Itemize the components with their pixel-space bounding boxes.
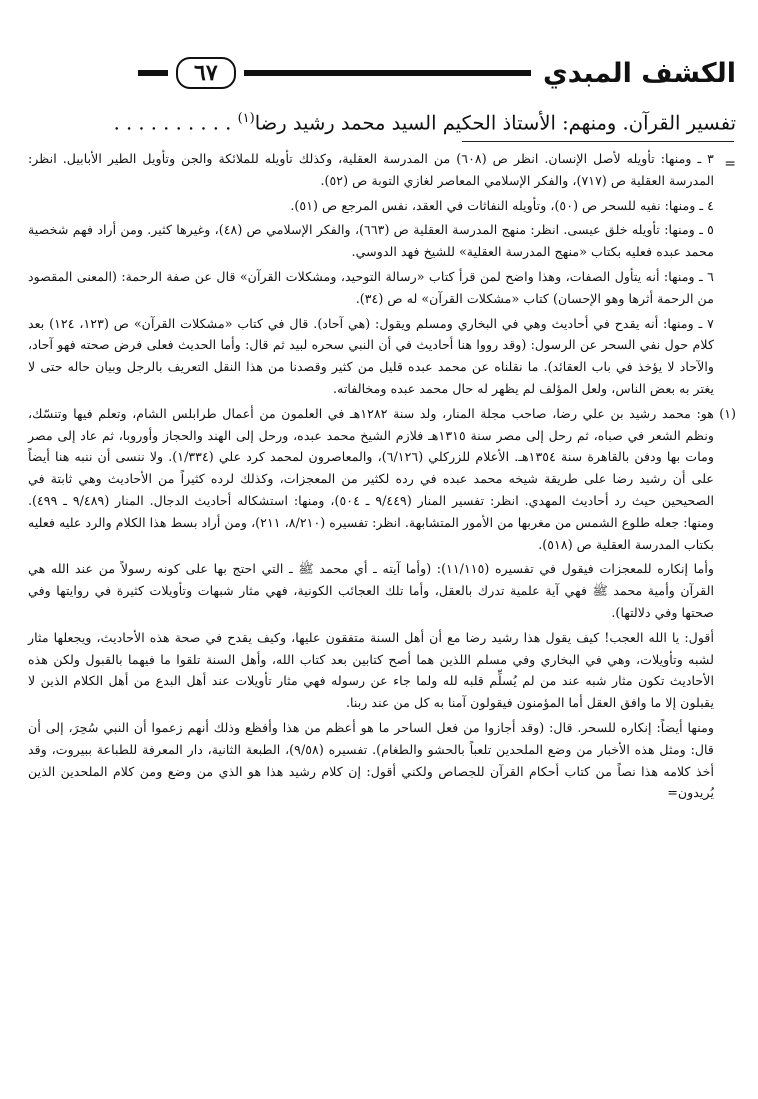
footnote-item-7: ٧ ـ ومنها: أنه يقدح في أحاديث وهي في البخاري ومسلم ويقول: (هي آحاد). قال في كتاب «مشكلات القرآن» ص (١٢٣، ١٢٤) بعد كلام حول نفي السحر عن الرسول: (وقد رووا هنا أحاديث في أن النبي سحره لبيد ثم قال: وأما الحديث فعلى فرض صحته فهو آحاد، والآحاد لا يؤخذ في باب العقائد). ما نقلناه عن محمد عبده قليل من كثير وقصدنا من هذا النقل التعريف بالرجل وبيان حاله حتى لا يغتر به بعض الناس، ولعل المؤلف لم يظهر له حال محمد عبده ومخالفاته. [28,315,714,396]
leader-dots: . . . . . . . . . . [113,111,232,135]
running-header [138,52,736,94]
footnote-item-6: ٦ ـ ومنها: أنه يتأول الصفات، وهذا واضح لمن قرأ كتاب «رسالة التوحيد، ومشكلات القرآن» قال عن صفة الرحمة: (المعنى المقصود من الرحمة أثرها وهو الإحسان) كتاب «مشكلات القرآن» له ص (٣٤). [28,268,714,306]
footnote-item-3: ٣ ـ ومنها: تأويله لأصل الإنسان. انظر ص (٦٠٨) من المدرسة العقلية، وكذلك تأويله للملائكة والجن وتأويل الطير الأبابيل. انظر: المدرسة العقلية ص (٧١٧)، والفكر الإسلامي المعاصر لغازي التوبة ص (٥٢). [28,151,714,188]
footnote-item-4: ٤ ـ ومنها: نفيه للسحر ص (٥٠)، وتأويله النفاثات في العقد، نفس المرجع ص (٥١). [290,197,714,213]
book-title: الكشف المبدي [543,57,736,89]
footnote-paragraph-comment: أقول: يا الله العجب! كيف يقول هذا رشيد رضا مع أن أهل السنة متفقون عليها، وكيف يقدح في صحة هذه الأحاديث، ويجعلها مثار لشبه وتأويلات، وهي في البخاري وفي مسلم اللذين هما أصح كتابين بعد كتاب الله، وأهل السنة تلقوا ما فيهما بالقبول ولكن هذه الأحاديث تكون مثار شبه عند من لم يُسلِّم قلبه لله ولما جاء عن رسوله فهي مثار تأويلات عند أهل البدع من أهل الكلام الذين لا يقبلون إلا ما وافق العقل أما المؤمنون فيقولون آمنا به كل من عند ربنا. [28,629,714,711]
footnote-paragraph-magic: ومنها أيضاً: إنكاره للسحر. قال: (وقد أجازوا من فعل الساحر ما هو أعظم من هذا وأفظع وذلك أنهم زعموا أن النبي سُحِرَ، إلى أن قال: ومثل هذه الأخبار من وضع الملحدين تلعباً بالحشو والطغام). تفسيره (٩/٥٨)، الطبعة الثانية، دار المعرفة للطباعة ببيروت، وقد أخذ كلامه هذا نصاً من كتاب أحكام القرآن للجصاص ولكني أقول: إن كلام رشيد هذا هو الذي من وضع ومن كلام الملحدين الذين يُريدون= [28,719,714,801]
footnote-1-text: هو: محمد رشيد بن علي رضا، صاحب مجلة المنار، ولد سنة ١٢٨٢هـ في العلمون من أعمال طرابلس الشام، وتعلم فيها وتنسّك، ونظم الشعر في صباه، ثم رحل إلى مصر سنة ١٣١٥هـ فلازم الشيخ محمد عبده، ورحل إلى الهند والحجاز وأوروبا، ثم عاد إلى مصر ومات بها ودفن بالقاهرة سنة ١٣٥٤هـ. الأعلام للزركلي (٦/١٢٦)، والمعاصرون لمحمد كرد علي (١/٣٣٤). ولا ننسى أن ننبه هنا أيضاً على أن رشيد رضا على طريقة شيخه محمد عبده في رده لكثير من المعجزات، وكذلك لرده كثيراً من الأحاديث وهي ثابتة في الصحيحين حيث رد أحاديث المهدي. انظر: تفسير المنار (٩/٤٤٩ ـ ٥٠٤)، ومنها: استشكاله أحاديث الدجال. المنار (٩/٤٨٩ ـ ٤٩٩). ومنها: جعله طلوع الشمس من مغربها من الأمور المتشابهة. انظر: تفسيره (٨/٢١٠، ٢١١)، ومن أراد بسط هذا الكلام والرد عليه فعليه بكتاب المدرسة العقلية ص (٥١٨). [28,405,714,552]
main-text-line [113,104,736,139]
main-text: تفسير القرآن. ومنهم: الأستاذ الحكيم السيد محمد رشيد رضا [254,111,736,135]
page-number: ٦٧ [176,57,236,89]
header-rule [244,70,531,76]
footnote-paragraph-miracles: وأما إنكاره للمعجزات فيقول في تفسيره (١١/١١٥): (وأما آيته ـ أي محمد ﷺ ـ التي احتج بها على كونه رسولاً من عند الله هي القرآن وأمية محمد ﷺ فهي آية علمية تدرك بالعقل، وأما تلك العجائب الكونية، فهي مثار شبهات وتأويلات كثيرة في روايتها وفي صحتها وفي دلالتها). [28,561,714,620]
header-rule-end [138,70,168,76]
footnote-ref: (١) [237,111,255,126]
footnote-1-mark: (١) [719,405,736,421]
footnotes [28,148,736,807]
continuation-mark: = [724,156,736,172]
footnote-divider [462,141,734,142]
footnote-1 [28,403,736,556]
footnote-item-5: ٥ ـ ومنها: تأويله خلق عيسى. انظر: منهج المدرسة العقلية ص (٦٦٣)، والفكر الإسلامي ص (٤٨)، وغيرها كثير. ومن أراد فهم شخصية محمد عبده فعليه بكتاب «منهج المدرسة العقلية» للشيخ فهد الدوسي. [28,222,714,260]
